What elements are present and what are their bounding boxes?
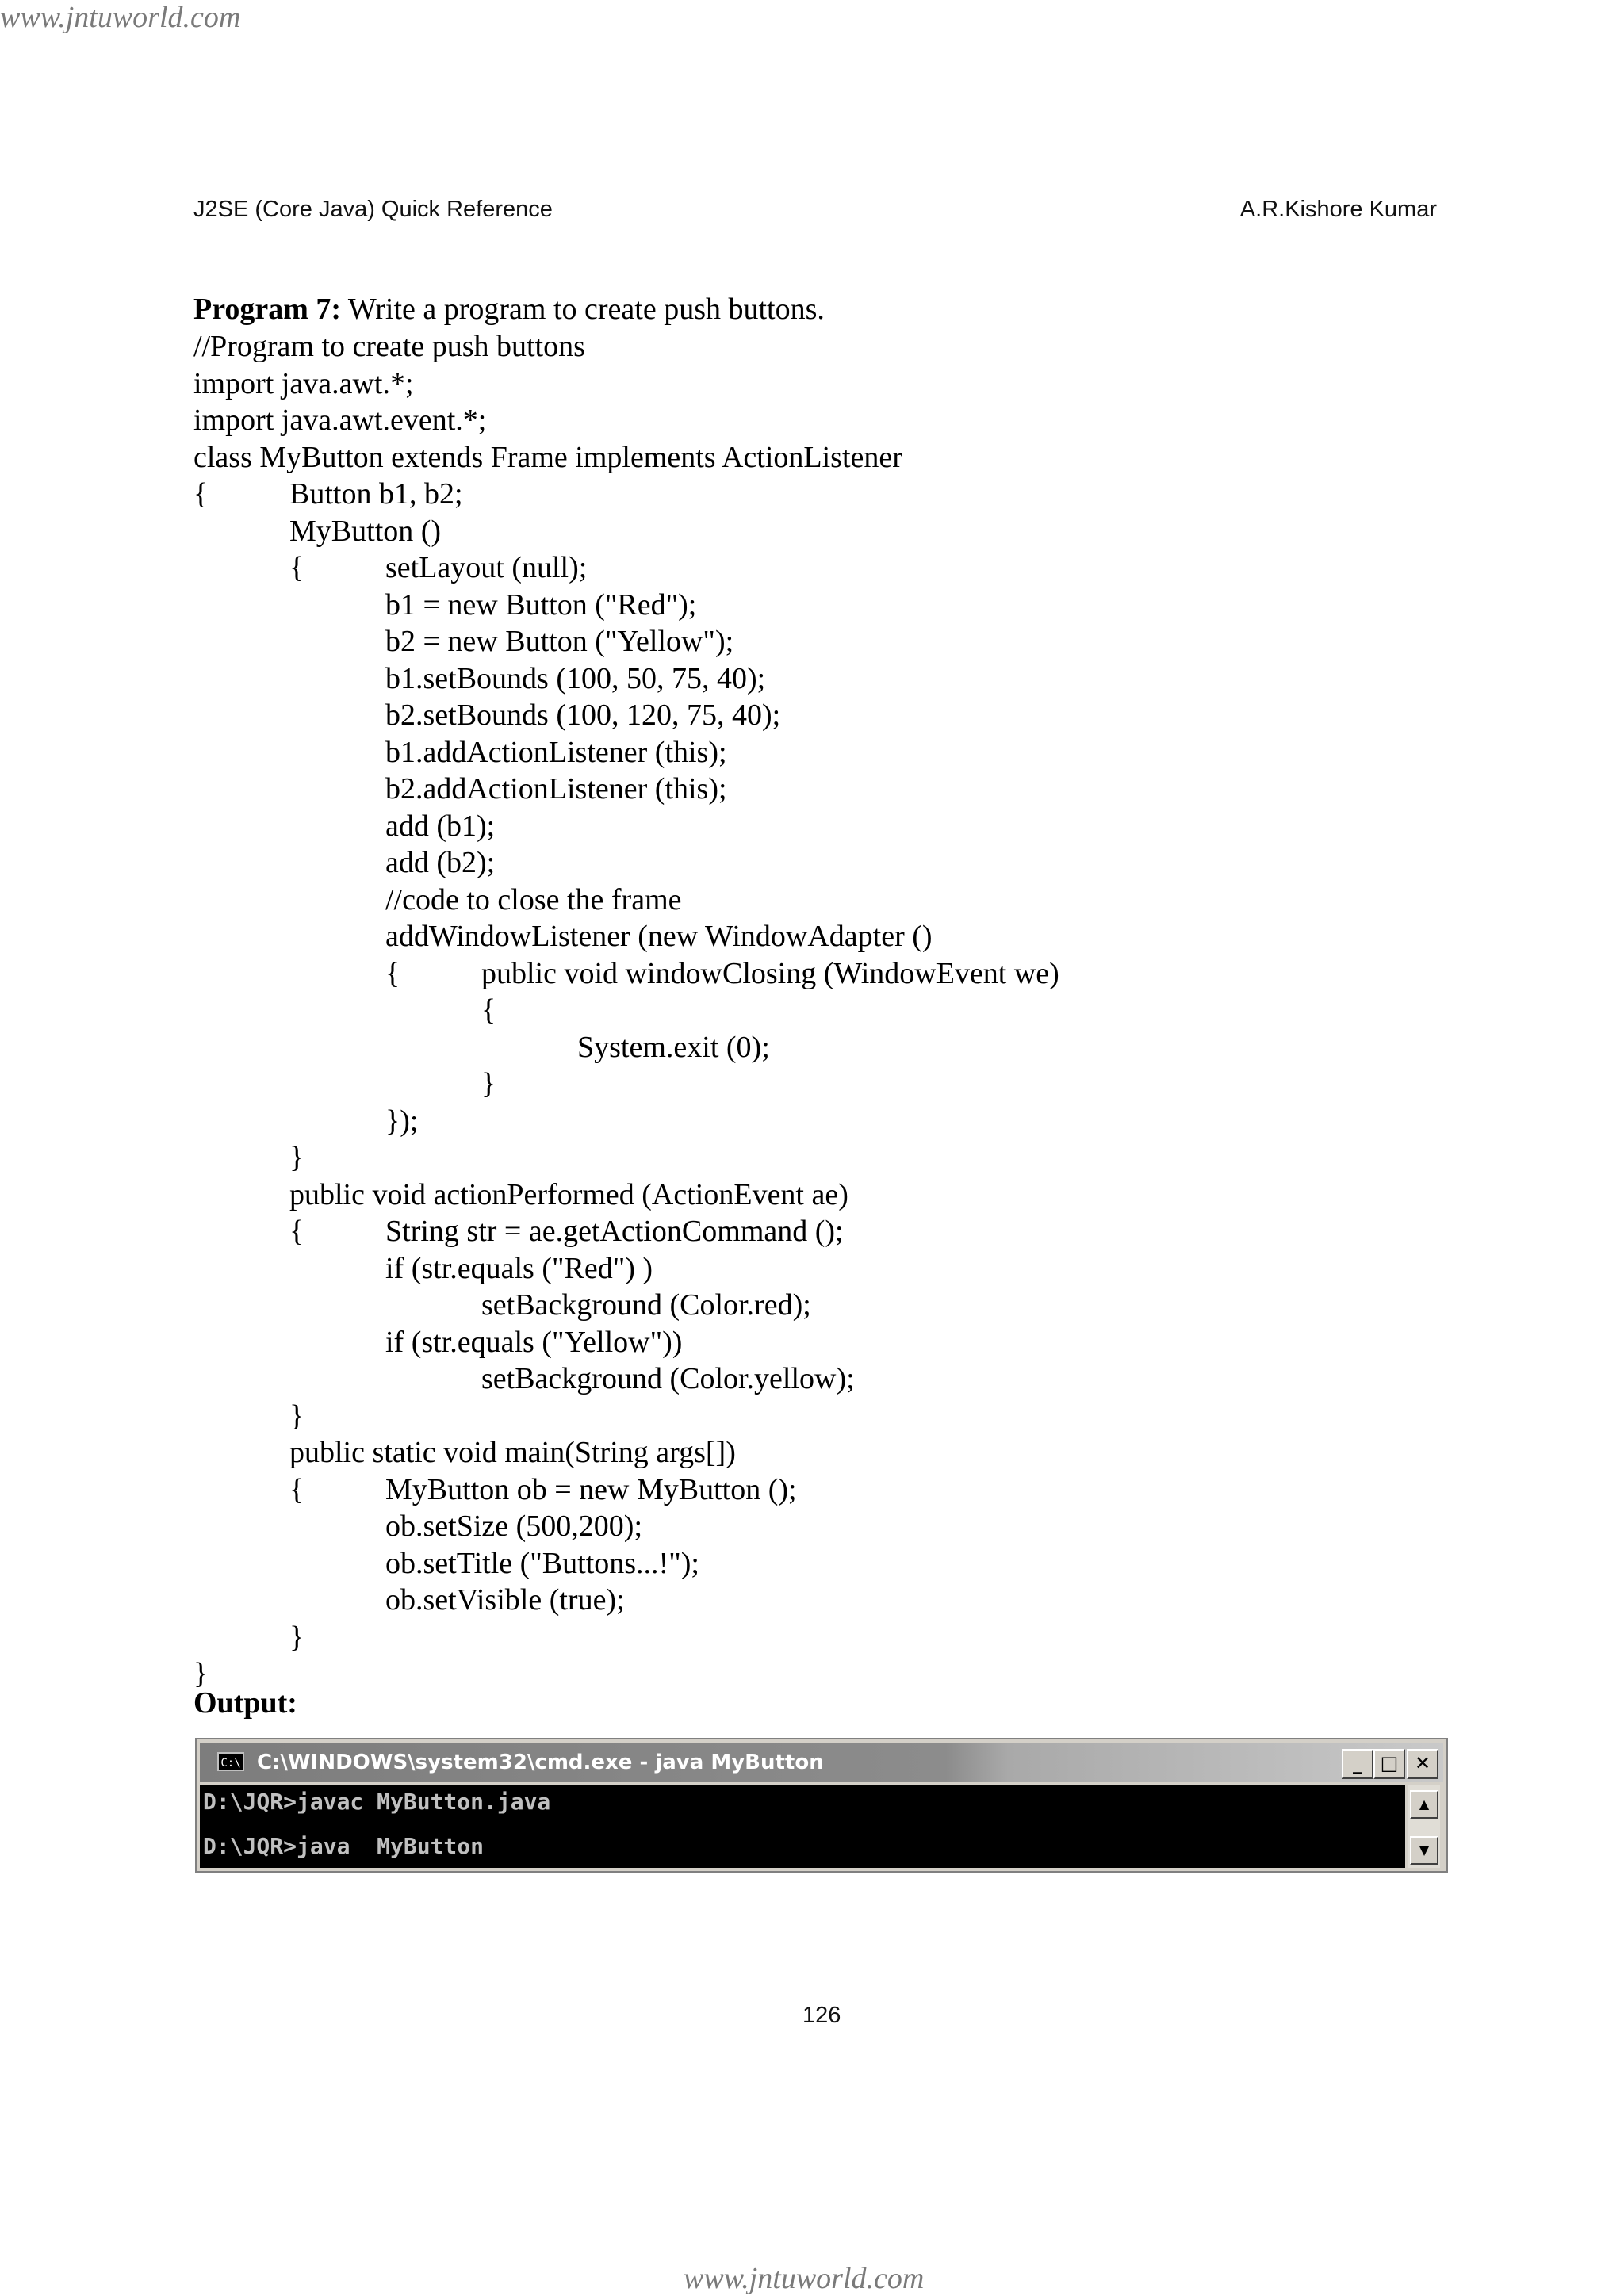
code-segment: b2.setBounds (100, 120, 75, 40); [385, 698, 781, 732]
code-segment: { [481, 993, 496, 1027]
code-segment: String str = ae.getActionCommand (); [385, 1215, 844, 1248]
code-segment: b2 = new Button ("Yellow"); [385, 625, 734, 658]
code-segment: if (str.equals ("Red") ) [385, 1251, 653, 1285]
code-segment: ob.setSize (500,200); [385, 1510, 643, 1543]
code-segment: ob.setVisible (true); [385, 1583, 625, 1617]
code-segment: { [193, 477, 209, 511]
code-segment: MyButton () [289, 514, 442, 548]
code-segment: }); [385, 1104, 419, 1138]
output-label: Output: [193, 1686, 297, 1720]
console-titlebar[interactable] [200, 1743, 1443, 1782]
program-title [193, 292, 825, 327]
code-segment: b1 = new Button ("Red"); [385, 587, 697, 622]
scroll-down-icon[interactable]: ▼ [1410, 1836, 1438, 1865]
code-segment: setLayout (null); [385, 551, 588, 584]
close-button[interactable]: ✕ [1407, 1749, 1438, 1779]
code-segment: MyButton ob = new MyButton (); [385, 1472, 797, 1506]
code-segment: class MyButton extends Frame implements ActionListener [193, 440, 902, 474]
code-segment: //Program to create push buttons [193, 330, 585, 363]
code-segment: setBackground (Color.red); [481, 1288, 811, 1322]
console-scrollbar[interactable] [1408, 1785, 1440, 1868]
console-window [195, 1738, 1448, 1873]
code-segment: import java.awt.event.*; [193, 404, 487, 437]
console-output[interactable] [200, 1785, 1405, 1868]
console-line: D:\JQR>javac MyButton.java [203, 1789, 551, 1815]
code-segment: ob.setTitle ("Buttons...!"); [385, 1546, 699, 1580]
code-segment: { [289, 551, 304, 584]
code-segment: System.exit (0); [577, 1030, 770, 1064]
code-segment: } [289, 1620, 304, 1654]
page-number: 126 [802, 2003, 841, 2028]
code-segment: add (b2); [385, 846, 496, 879]
cmd-icon: C:\ [217, 1752, 244, 1771]
minimize-button[interactable]: _ [1342, 1749, 1373, 1779]
code-segment: if (str.equals ("Yellow")) [385, 1325, 683, 1359]
code-segment: b1.addActionListener (this); [385, 735, 727, 769]
watermark-top: www.jntuworld.com [0, 1, 241, 34]
header-author: A.R.Kishore Kumar [1239, 197, 1437, 222]
code-segment: { [385, 956, 400, 990]
console-line: D:\JQR>java MyButton [203, 1833, 485, 1859]
code-segment: } [289, 1399, 304, 1433]
code-segment: public void windowClosing (WindowEvent we) [481, 956, 1059, 990]
code-segment: //code to close the frame [385, 882, 682, 916]
code-segment: { [289, 1472, 304, 1506]
code-segment: } [193, 1657, 209, 1690]
code-segment: setBackground (Color.yellow); [481, 1362, 855, 1395]
watermark-bottom: www.jntuworld.com [684, 2262, 925, 2295]
code-segment: b2.addActionListener (this); [385, 772, 727, 806]
code-segment: Button b1, b2; [289, 477, 463, 511]
code-segment: { [289, 1215, 304, 1248]
code-segment: public void actionPerformed (ActionEvent ae) [289, 1177, 848, 1211]
code-segment: b1.setBounds (100, 50, 75, 40); [385, 661, 766, 695]
code-segment: } [481, 1067, 496, 1100]
code-segment: } [289, 1141, 304, 1174]
header-book-title: J2SE (Core Java) Quick Reference [193, 197, 553, 222]
scroll-up-icon[interactable]: ▲ [1410, 1790, 1438, 1819]
code-segment: add (b1); [385, 809, 496, 843]
code-segment: public static void main(String args[]) [289, 1436, 736, 1469]
code-segment: import java.awt.*; [193, 366, 414, 400]
code-segment: addWindowListener (new WindowAdapter () [385, 920, 933, 953]
console-title: C:\WINDOWS\system32\cmd.exe - java MyButton [257, 1751, 824, 1774]
maximize-button[interactable]: □ [1373, 1749, 1405, 1779]
program-description: Write a program to create push buttons. [341, 293, 825, 326]
program-label: Program 7: [193, 293, 342, 326]
